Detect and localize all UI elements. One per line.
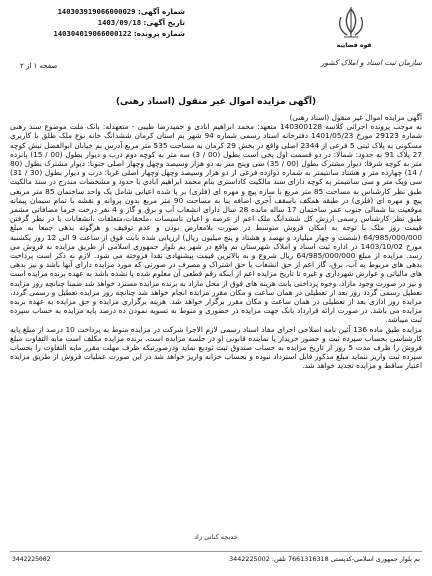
iran-emblem-icon: [331, 6, 371, 40]
body-paragraph-main: به موجب پرونده اجرائی کلاسه 140300128 متعهد: محمد ابراهیم ابادی و حمیدرضا طیبی - متعهدله: بانک ملت موضوع سند رهنی شماره 29123 مورخ 1401/05/23 دفترخانه اسناد رسمی شماره 94 شهر بم استان کرمان ششدانگ خانه نوع ملک طلق با کاربری مسکونی به پلاک ثبتی 5 فرعی از 2344 اصلی واقع در بخش 29 کرمان به مساحت 535 متر مربع آدرس بم خیابان ابوالفضل نبش کوچه 27 پلاک 91 به حدود: شمالا: در دو قسمت اول پخی است بطول (00 / 3) سه متر به کوچه دوم درب و دیوار بطول (00 / 15) پانزده متر به کوچه شرقا: دیوار مشترک بطول (00 / 35) سی وپنج متر به دو هزار وسیصد وچهل وچهار اصلی جنوبا: دیوار مشترک بطول (80 / 14) چهارده متر و هشتاد سانتیمتر به شماره دوازده فرعی از دو هزار وسیصد وچهل وچهار اصلی غربا: درب و دیوار بطول (30 / 31) سی ویک متر و سی سانتیمتر به کوچه دارای سند مالکیت کاداستری بنام محمد ابراهیم ابادی با حدود و مشخصات مندرج در سند مالکیت طبق نظر کارشناس به مساحت 85 متر مربع با سازه پیچ و مهره ای (فلزی) بر پا شده اعیانی شامل یک واحد ساختمان 85 متر مربعی پیچ و مهره ای (فلزی) در طبقه همکف باسقف آجری اضافه بنا به مساحت 90 متر مربع بدون پروانه و نقشه با تمام سیمان پیمانه موقعیت بنا شمالی جنوب عمر ساختمان 17 ساله مانده 28 سال دارای انشعاب آب و برق و گاز و 4 نفر درخت خرما مضافاتی مشمر طبق نظر کارشناس رسمی ارزش کل ششدانگ ملک اعم از عرصه و اعیان تاسیسات ،ملحقات،متعلقات ،انشعابات با در نظر گرفتن قیمت روز ملک با توجه به امکان فروش متوسط در صورت بلامعارض بودن و عدم توقیف و هرگونه بدهی جمعا به مبلغ 64/985/000/000 (شصت و چهار میلیارد و نهصد و هشتاد و پنج میلیون ریال) ارزیابی شده بابت فوق از ساعت 9 الی 12 روز یکشنبه مورخ 1403/10/02 در اداره ثبت اسناد و املاک شهرستان بم واقع در شهر بم بلوار جمهوری اسلامی از طریق مزایده به فروش می رسد. مزایده از مبلغ 64/985/000/000 ریال شروع و به بالاترین قیمت پیشنهادی نقدا فروخته می شود. لازم به ذکر است پرداخت بدهی های مربوط به آب، برق، گاز اعم از حق انشعاب یا حق اشتراک و مصرف در صورتی که مورد مزایده دارای آنها باشد و نیز بدهی های مالیاتی و عوارض شهرداری و غیره تا تاریخ مزایده اعم از اینکه رقم قطعی آن معلوم شده یا نشده باشد به عهده برنده مزایده است و نیز در صورت وجود مازاد، وجوه پرداختی بابت هزینه های فوق از محل مازاد به برنده مزایده مسترد خواهد شد ضمنا چنانچه روز مزایده تعطیل رسمی گردد روز بعد از تعطیلی در همان ساعت و مکان مقرر مزایده انجام خواهد شد چنانچه روز مزایده تعطیل و رسمی گردد، مزایده روز اداری بعد از تعطیلی در همان ساعت و مکان مقرر برگزار خواهد شد. هزینه برگزاری مزایده و حق مزایده به عهده برنده مزایده می باشد. در صورت ارائه قرارداد بانک جهت مزایده در حضوری و منوط به تسویه نمودن ده درصد پایه مزایده به حساب سپرده ثبت میباشد.: [10, 122, 423, 325]
page-indicator: صفحه ۱ از ۲: [20, 62, 58, 70]
signature-name: خدیجه کنانی زاد: [194, 533, 238, 541]
footer-address: بم بلوار جمهوری اسلامی-کدپستی 7661316318 تلفن: 3442225002: [229, 555, 420, 563]
judiciary-label: قوه قضاییه: [336, 42, 372, 49]
footer-code: 3442225002: [12, 555, 51, 563]
body-paragraph-terms: مزایده طبق ماده 136 آئین نامه اصلاحی اجرای مفاد اسناد رسمی لازم الاجرا شرکت در مزایده منوط به پرداخت 10 درصد از مبلغ پایه کارشناسی بحساب سپرده ثبت و حضور خریدار یا نماینده قانونی او در جلسه مزایده است. برنده مزایده مکلف است مابه التفاوت مبلغ فروش را ظرف مدت 5 روز از تاریخ مزایده به حساب صندوق ثبت تودیع نماید ودرصورتیکه ظرف مهلت مقرر مابه التفاوت را بحساب سپرده ثبت واریز ننماید مبلغ مذکور قابل استرداد نبوده و بحساب خزانه واریز خواهد شد در این صورت عملیات فروش از طریق مزایده اعتبار ساقط و مزایده تجدید خواهد شد.: [10, 324, 422, 371]
page-footer: [10, 551, 422, 566]
file-number: 140304019066000122: [53, 29, 132, 38]
body-heading: آگهی مزایده اموال غیر منقول (اسناد رهنی): [289, 113, 422, 122]
ad-date-row: [10, 17, 185, 28]
organization-name: سازمان ثبت اسناد و املاک کشور: [320, 58, 422, 67]
file-number-row: [10, 28, 185, 39]
ad-number: 140303919066000029: [57, 7, 136, 16]
file-number-label: شماره پرونده:: [133, 29, 185, 38]
ad-date: 1403/09/18: [97, 18, 142, 27]
notice-title: (آگهی مزایده اموال غیر منقول (اسناد رهنی): [115, 97, 317, 107]
document-header: [10, 6, 422, 92]
ad-metadata: [10, 6, 185, 39]
ad-number-label: شماره آگهی:: [137, 7, 185, 16]
notice-body: [10, 113, 422, 371]
ad-number-row: [10, 6, 185, 17]
ad-date-label: تاریخ آگهی:: [143, 18, 185, 27]
